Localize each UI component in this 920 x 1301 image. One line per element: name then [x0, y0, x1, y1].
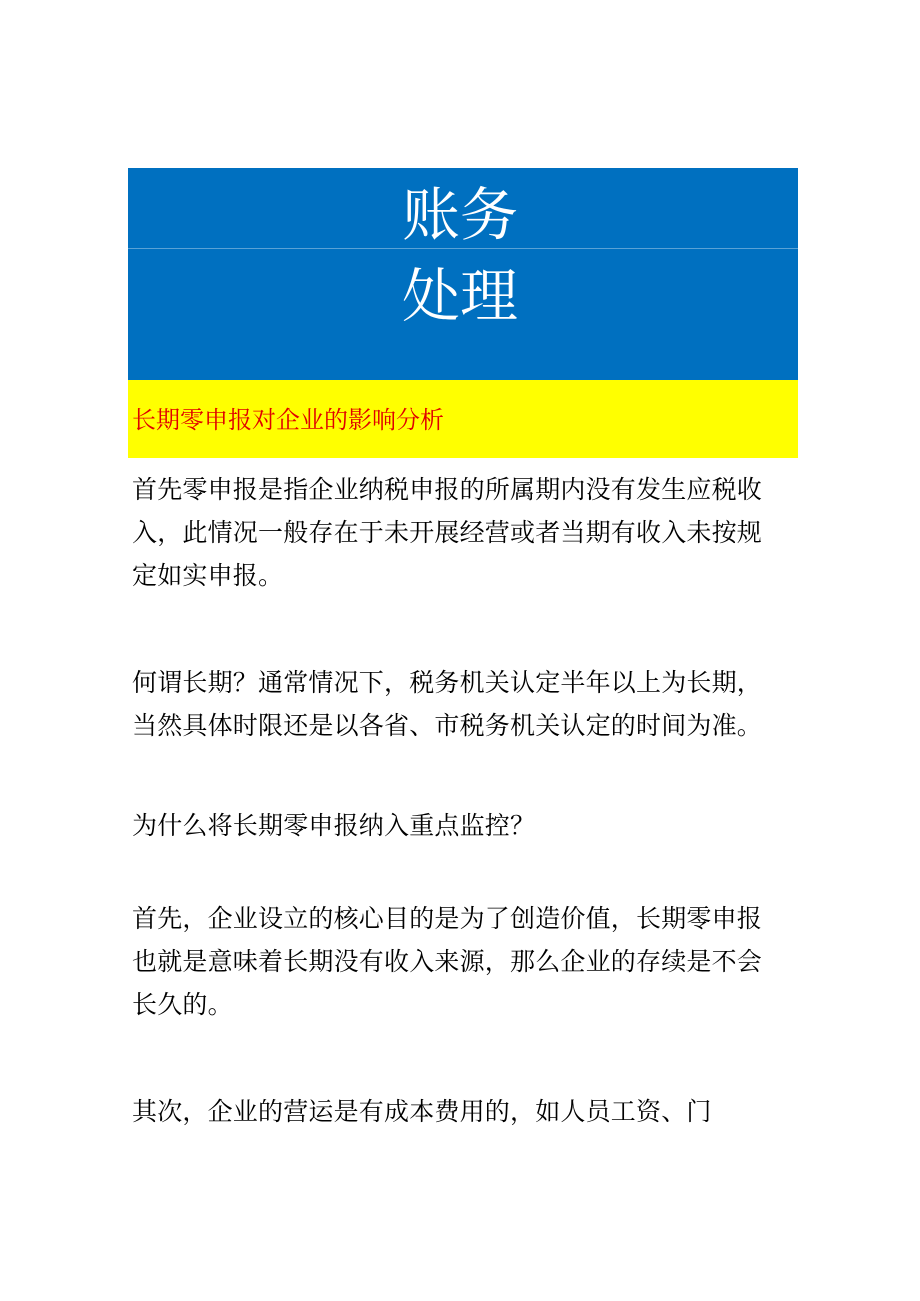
paragraph-line: 何谓长期？通常情况下，税务机关认定半年以上为长期， [132, 668, 763, 697]
banner-title-line1: 账务 [401, 181, 518, 249]
paragraph-line: 长久的。 [132, 990, 233, 1019]
paragraph-first-reason [132, 897, 802, 1026]
paragraph-line: 首先，企业设立的核心目的是为了创造价值，长期零申报 [132, 904, 763, 933]
paragraph-line: 为什么将长期零申报纳入重点监控？ [132, 811, 536, 840]
paragraph-line: 入，此情况一般存在于未开展经营或者当期有收入未按规 [132, 518, 763, 547]
paragraph-line: 当然具体时限还是以各省、市税务机关认定的时间为准。 [132, 711, 763, 740]
paragraph-line: 也就是意味着长期没有收入来源，那么企业的存续是不会 [132, 947, 763, 976]
paragraph-question [132, 804, 802, 847]
paragraph-definition [132, 468, 802, 597]
paragraph-line: 首先零申报是指企业纳税申报的所属期内没有发生应税收 [132, 475, 763, 504]
paragraph-long-term [132, 661, 802, 747]
paragraph-line: 其次，企业的营运是有成本费用的，如人员工资、门 [132, 1097, 712, 1126]
subheading-bar [128, 380, 798, 458]
banner-title-line2: 处理 [401, 262, 518, 330]
subheading-text: 长期零申报对企业的影响分析 [132, 406, 444, 434]
paragraph-line: 定如实申报。 [132, 561, 284, 590]
paragraph-second-reason [132, 1090, 802, 1133]
